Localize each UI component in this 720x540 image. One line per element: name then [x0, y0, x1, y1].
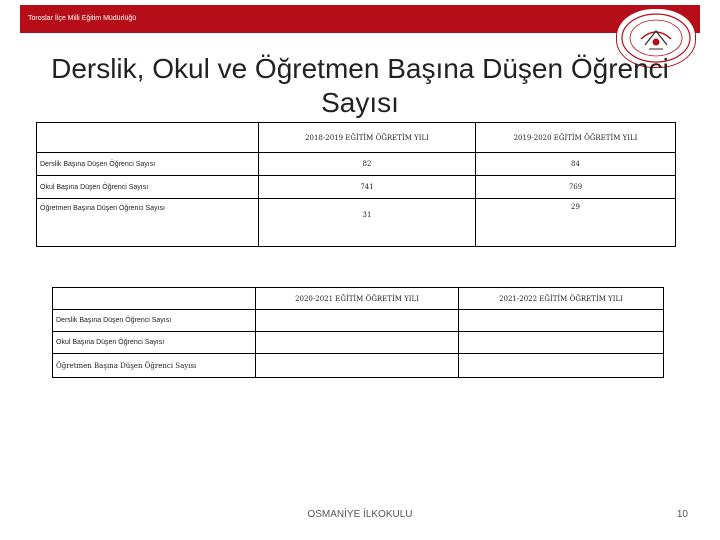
table-row	[53, 310, 664, 332]
table-header-row	[53, 288, 664, 310]
table-header-cell: 2019-2020 EĞİTİM ÖĞRETİM YILI	[476, 123, 676, 153]
table-header-cell: 2018-2019 EĞİTİM ÖĞRETİM YILI	[259, 123, 476, 153]
footer-school-name: OSMANİYE İLKOKULU	[307, 509, 413, 520]
row-label: Derslik Başına Düşen Öğrenci Sayısı	[53, 310, 256, 332]
statistics-table-2018-2020	[36, 122, 676, 247]
table-cell: 31	[259, 199, 476, 247]
header-bar	[20, 5, 700, 33]
table-header-cell: 2021-2022 EĞİTİM ÖĞRETİM YILI	[459, 288, 664, 310]
table-cell: 769	[476, 176, 676, 199]
header-text: Toroslar İlçe Milli Eğitim Müdürlüğü	[28, 15, 137, 22]
row-label: Okul Başına Düşen Öğrenci Sayısı	[53, 332, 256, 354]
table-cell	[459, 354, 664, 378]
table-header-row	[37, 123, 676, 153]
statistics-table-2020-2022	[52, 287, 664, 378]
table-cell	[256, 310, 459, 332]
table-header-cell	[53, 288, 256, 310]
page-title: Derslik, Okul ve Öğretmen Başına Düşen Öğrenci Sayısı	[51, 53, 669, 118]
table-cell: 82	[259, 153, 476, 176]
table-row	[53, 354, 664, 378]
table-header-cell	[37, 123, 259, 153]
table-cell	[459, 310, 664, 332]
table-header-cell: 2020-2021 EĞİTİM ÖĞRETİM YILI	[256, 288, 459, 310]
table-row	[53, 332, 664, 354]
table-row	[37, 176, 676, 199]
table-cell	[459, 332, 664, 354]
table-cell	[256, 332, 459, 354]
table-cell: 29	[476, 199, 676, 247]
table-cell: 741	[259, 176, 476, 199]
page-number: 10	[676, 509, 688, 520]
row-label: Okul Başına Düşen Öğrenci Sayısı	[37, 176, 259, 199]
table-cell	[256, 354, 459, 378]
table-row	[37, 199, 676, 247]
table-cell: 84	[476, 153, 676, 176]
row-label: Derslik Başına Düşen Öğrenci Sayısı	[37, 153, 259, 176]
table-row	[37, 153, 676, 176]
row-label: Öğretmen Başına Düşen Öğrenci Sayısı	[53, 354, 256, 378]
row-label: Öğretmen Başına Düşen Öğrenci Sayısı	[37, 199, 259, 247]
